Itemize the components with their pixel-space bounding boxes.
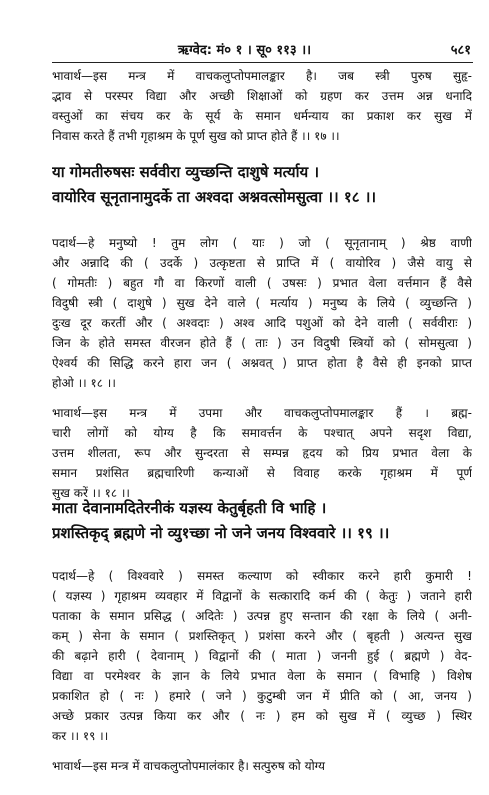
text-line: जिन के होते समस्त वीरजन होते हैं ( ताः ) उन विदुषी स्त्रियों को ( सोमसुत्वा ): [52, 336, 472, 350]
text-line: पदार्थ—हे मनुष्यो ! तुम लोग ( याः ) जो ( सूनृतानाम् ) श्रेष्ठ वाणी: [52, 236, 472, 250]
text-line: पदार्थ—हे ( विश्ववारे ) समस्त कल्याण को स्वीकार करने हारी कुमारी !: [52, 569, 472, 583]
text-line: ऐश्वर्य की सिद्धि करने हारा जन ( अश्नवत् ) प्राप्त होता है वैसे ही इनको प्राप्त: [52, 356, 472, 370]
text-line: भावार्थ—इस मन्त्र में वाचकलुप्तोपमालंकार है। सत्पुरुष को योग्य: [52, 759, 326, 773]
header-divider: [52, 62, 473, 63]
text-line: विद्या वा परमेश्वर के ज्ञान के लिये प्रभात वेला के समान ( विभाहि ) विशेष: [52, 669, 472, 683]
text-line: निवास करते हैं तभी गृहाश्रम के पूर्ण सुख को प्राप्त होते हैं ।। १७ ।।: [52, 129, 340, 143]
text-line: प्रकाशित हो ( नः ) हमारे ( जने ) कुटुम्बी जन में प्रीति को ( आ, जनय ): [52, 689, 472, 703]
text-line: दुःख दूर करतीं और ( अश्वदाः ) अश्व आदि पशुओं को देने वाली ( सर्ववीराः ): [52, 316, 472, 330]
text-line: कर ।। १९ ।।: [52, 729, 109, 743]
running-header-title: ऋग्वेद: मं० १ । सू० ११३ ।।: [177, 43, 312, 58]
text-line: प्रशस्तिकृद् ब्रह्मणे नो व्यु१च्छा नो जने जनय विश्ववारे ।। १९ ।।: [52, 524, 390, 542]
text-line: माता देवानामदितेरनीकं यज्ञस्य केतुर्बृहती वि भाहि ।: [52, 499, 327, 517]
text-line: ( यज्ञस्य ) गृहाश्रम व्यवहार में विद्वानों के सत्कारादि कर्म की ( केतुः ) जताने हारी: [52, 589, 472, 603]
meaning-para-18: [52, 403, 472, 503]
text-line: द्भाव से परस्पर विद्या और अच्छी शिक्षाओं को ग्रहण कर उत्तम अन्न धनादि: [52, 89, 472, 103]
text-line: वस्तुओं का संचय कर के सूर्य के समान धर्मन्याय का प्रकाश कर सुख में: [52, 109, 472, 123]
text-line: विदुषी स्त्री ( दाशुषे ) सुख देने वाले ( मर्त्याय ) मनुष्य के लिये ( व्युच्छन्ति ): [52, 296, 472, 310]
mantra-18: [52, 160, 478, 210]
text-line: भावार्थ—इस मन्त्र में वाचकलुप्तोपमालङ्कार है। जब स्त्री पुरुष सुहृ-: [52, 69, 472, 83]
text-line: और अन्नादि की ( उदर्के ) उत्कृष्टता से प्राप्ति में ( वायोरिव ) जैसे वायु से: [52, 256, 472, 270]
text-line: उत्तम शीलता, रूप और सुन्दरता से सम्पन्न हृदय को प्रिय प्रभात वेला के: [52, 446, 472, 460]
text-line: पताका के समान प्रसिद्ध ( अदितेः ) उत्पन्न हुए सन्तान की रक्षा के लिये ( अनी-: [52, 609, 472, 623]
page-number: ५८१: [450, 43, 471, 58]
text-line: वायोरिव सूनृतानामुदर्के ता अश्वदा अश्नवत्सोमसुत्वा ।। १८ ।।: [52, 188, 377, 206]
word-meaning-18: [52, 233, 472, 393]
text-line: चारी लोगों को योग्य है कि समावर्त्तन के पश्चात् अपने सदृश विद्या,: [52, 426, 472, 440]
text-line: की बढ़ाने हारी ( देवानाम् ) विद्वानों की ( माता ) जननी हुई ( ब्रह्मणे ) वेद-: [52, 649, 472, 663]
running-header: [0, 40, 489, 60]
text-line: होओ ।। १८ ।।: [52, 376, 116, 390]
meaning-para-17: [52, 66, 472, 146]
meaning-para-19: [52, 756, 472, 776]
text-line: अच्छे प्रकार उत्पन्न किया कर और ( नः ) हम को सुख में ( व्युच्छ ) स्थिर: [52, 709, 472, 723]
word-meaning-19: [52, 566, 472, 746]
text-line: ( गोमतीः ) बहुत गौ वा किरणों वाली ( उषसः ) प्रभात वेला वर्त्तमान हैं वैसे: [52, 276, 472, 290]
text-line: भावार्थ—इस मन्त्र में उपमा और वाचकलुप्तोपमालङ्कार हैं । ब्रह्म-: [52, 406, 472, 420]
text-line: या गोमतीरुषसः सर्ववीरा व्युच्छन्ति दाशुषे मर्त्याय ।: [52, 163, 320, 181]
text-line: कम् ) सेना के समान ( प्रशस्तिकृत् ) प्रशंसा करने और ( बृहती ) अत्यन्त सुख: [52, 629, 472, 643]
mantra-19: [52, 496, 478, 546]
text-line: सुख करें ।। १८ ।।: [52, 486, 130, 500]
text-line: समान प्रशंसित ब्रह्मचारिणी कन्याओं से विवाह करके गृहाश्रम में पूर्ण: [52, 466, 472, 480]
